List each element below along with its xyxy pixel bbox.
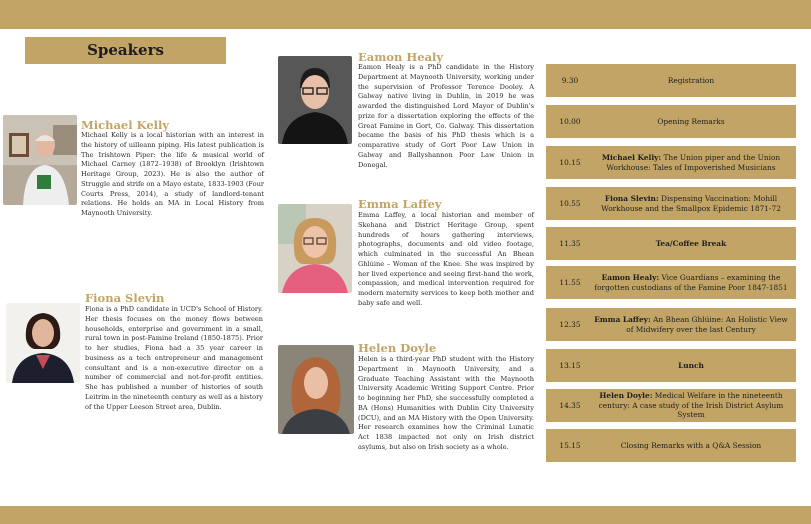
slot-talk: Dispensing Vaccination: Mohill Workhouse and the Smallpox Epidemic 1871-72 [601, 194, 781, 213]
top-band [0, 0, 811, 29]
slot-title-text: Opening Remarks [657, 116, 725, 126]
speaker-bio: Fiona is a PhD candidate in UCD's School of History. Her thesis focuses on the money flows between households, enterprise and government in a small, rural town in post-Famine Ireland (1850-1875). Prior to her studies, Fiona had a 35 year career in business as a tech entrepreneur and management consultant and is a non-executive director on a number of commercial and not-for-profit entities. She has published a number of histories of south Leitrim in the nineteenth century as well as a history of the Upper Leeson Street area, Dublin. [85, 305, 263, 411]
slot-time: 14.35 [559, 401, 581, 410]
slot-title-text [592, 391, 790, 419]
slot-speaker: Michael Kelly: [601, 153, 662, 163]
slot-talk: An Bhean Ghlúine: An Holistic View of Midwifery over the last Century [626, 315, 788, 334]
slot-title [592, 227, 790, 260]
speaker-bio: Eamon Healy is a PhD candidate in the History Department at Maynooth University, working under the supervision of Professor Terence Dooley. A Galway native living in Dublin, in 2019 he was awarded the distinguished Lord Mayor of Dublin's prize for a dissertation exploring the effects of the Great Famine in Gort, Co. Galway. This dissertation became the basis of his PhD thesis which is a comparative study of Gort Poor Law Union in Galway and Ballyshannon Poor Law Union in Donegal. [358, 63, 534, 169]
schedule-slot [546, 349, 796, 382]
schedule-slot [546, 64, 796, 97]
bottom-band [0, 506, 811, 524]
slot-title [592, 146, 790, 179]
speaker-bio: Emma Laffey, a local historian and member of Skehana and District Heritage Group, spent hundreds of hours gathering interviews, photographs, documents and old video footage, which culminated in the successful An Bhean Ghlúine – Woman of the Knee. She was inspired by her lived experience and seeing first-hand the work, compassion, and medical intervention required for modern maternity services to keep both mother and baby safe and well. [358, 211, 534, 307]
slot-title [592, 349, 790, 382]
slot-talk: Vice Guardians – examining the forgotten custodians of the Famine Poor 1847-1851 [594, 273, 788, 292]
slot-time: 12.35 [559, 320, 581, 329]
slot-title-text: Registration [667, 75, 715, 85]
speaker-bio: Michael Kelly is a local historian with an interest in the history of uilleann piping. His latest publication is The Irishtown Piper: the life & musical world of Michael Carney (1872–1938) of Brooklyn (Irishtown Heritage Group, 2023). He is also the author of Struggle and strife on a Mayo estate, 1833-1903 (Four Courts Press, 2014), a study of landlord-tenant relations. He holds an MA in Local History from Maynooth University. [81, 131, 264, 217]
slot-title-text: Lunch [678, 360, 704, 370]
photo-helen-doyle [278, 345, 354, 434]
slot-title-text: Closing Remarks with a Q&A Session [620, 440, 762, 450]
speaker-name: Michael Kelly [81, 118, 170, 132]
slot-time: 10.00 [559, 117, 581, 126]
schedule-slot [546, 187, 796, 220]
photo-fiona-slevin [6, 303, 80, 383]
schedule-slot [546, 429, 796, 462]
slot-title [592, 389, 790, 422]
slot-title [592, 429, 790, 462]
photo-emma-laffey [278, 204, 352, 293]
slot-talk: Medical Welfare in the nineteenth century: A case study of the Irish District Asylum System [598, 391, 784, 420]
schedule-slot [546, 389, 796, 422]
slot-title [592, 187, 790, 220]
slot-title-text [592, 153, 790, 172]
portrait-image [278, 204, 352, 293]
speaker-bio: Helen is a third-year PhD student with the History Department in Maynooth University, and a Graduate Teaching Assistant with the Maynooth University Academic Writing Support Centre. Prior to beginning her PhD, she successfully completed a BA (Hons) Humanities with Dublin City University (DCU), and an MA History with the Open University. Her research examines how the Criminal Lunatic Act 1838 impacted not only on Irish district asylums, but also on Irish society as a whole. [358, 355, 534, 451]
slot-title [592, 105, 790, 138]
slot-speaker: Fiona Slevin: [604, 194, 659, 204]
portrait-image [6, 303, 80, 383]
speaker-name: Fiona Slevin [85, 291, 165, 305]
slot-title-text [592, 273, 790, 292]
schedule-slot [546, 308, 796, 341]
portrait-image [3, 115, 77, 205]
slot-speaker: Helen Doyle: [599, 391, 653, 401]
slot-title-text: Tea/Coffee Break [655, 238, 727, 248]
slot-speaker: Eamon Healy: [601, 273, 660, 283]
schedule-slot [546, 146, 796, 179]
slot-time: 9.30 [561, 76, 579, 85]
portrait-image [278, 56, 352, 144]
speaker-name: Helen Doyle [358, 341, 437, 355]
slot-title-text [592, 315, 790, 334]
slot-time: 15.15 [559, 441, 581, 450]
slot-time: 11.35 [559, 239, 581, 248]
slot-title [592, 308, 790, 341]
speakers-heading: Speakers [25, 37, 226, 64]
slot-time: 10.55 [559, 199, 581, 208]
slot-time: 10.15 [559, 158, 581, 167]
schedule-slot [546, 227, 796, 260]
portrait-image [278, 345, 354, 434]
slot-talk: The Union piper and the Union Workhouse: Tales of Impoverished Musicians [606, 153, 781, 172]
slot-speaker: Emma Laffey: [594, 315, 651, 325]
speaker-name: Emma Laffey [358, 197, 442, 211]
schedule-slot [546, 266, 796, 299]
slot-title [592, 266, 790, 299]
photo-eamon-healy [278, 56, 352, 144]
schedule-slot [546, 105, 796, 138]
slot-time: 13.15 [559, 361, 581, 370]
speaker-name: Eamon Healy [358, 50, 444, 64]
slot-title-text [592, 194, 790, 213]
slot-time: 11.55 [559, 278, 581, 287]
photo-michael-kelly [3, 115, 77, 205]
slot-title [592, 64, 790, 97]
